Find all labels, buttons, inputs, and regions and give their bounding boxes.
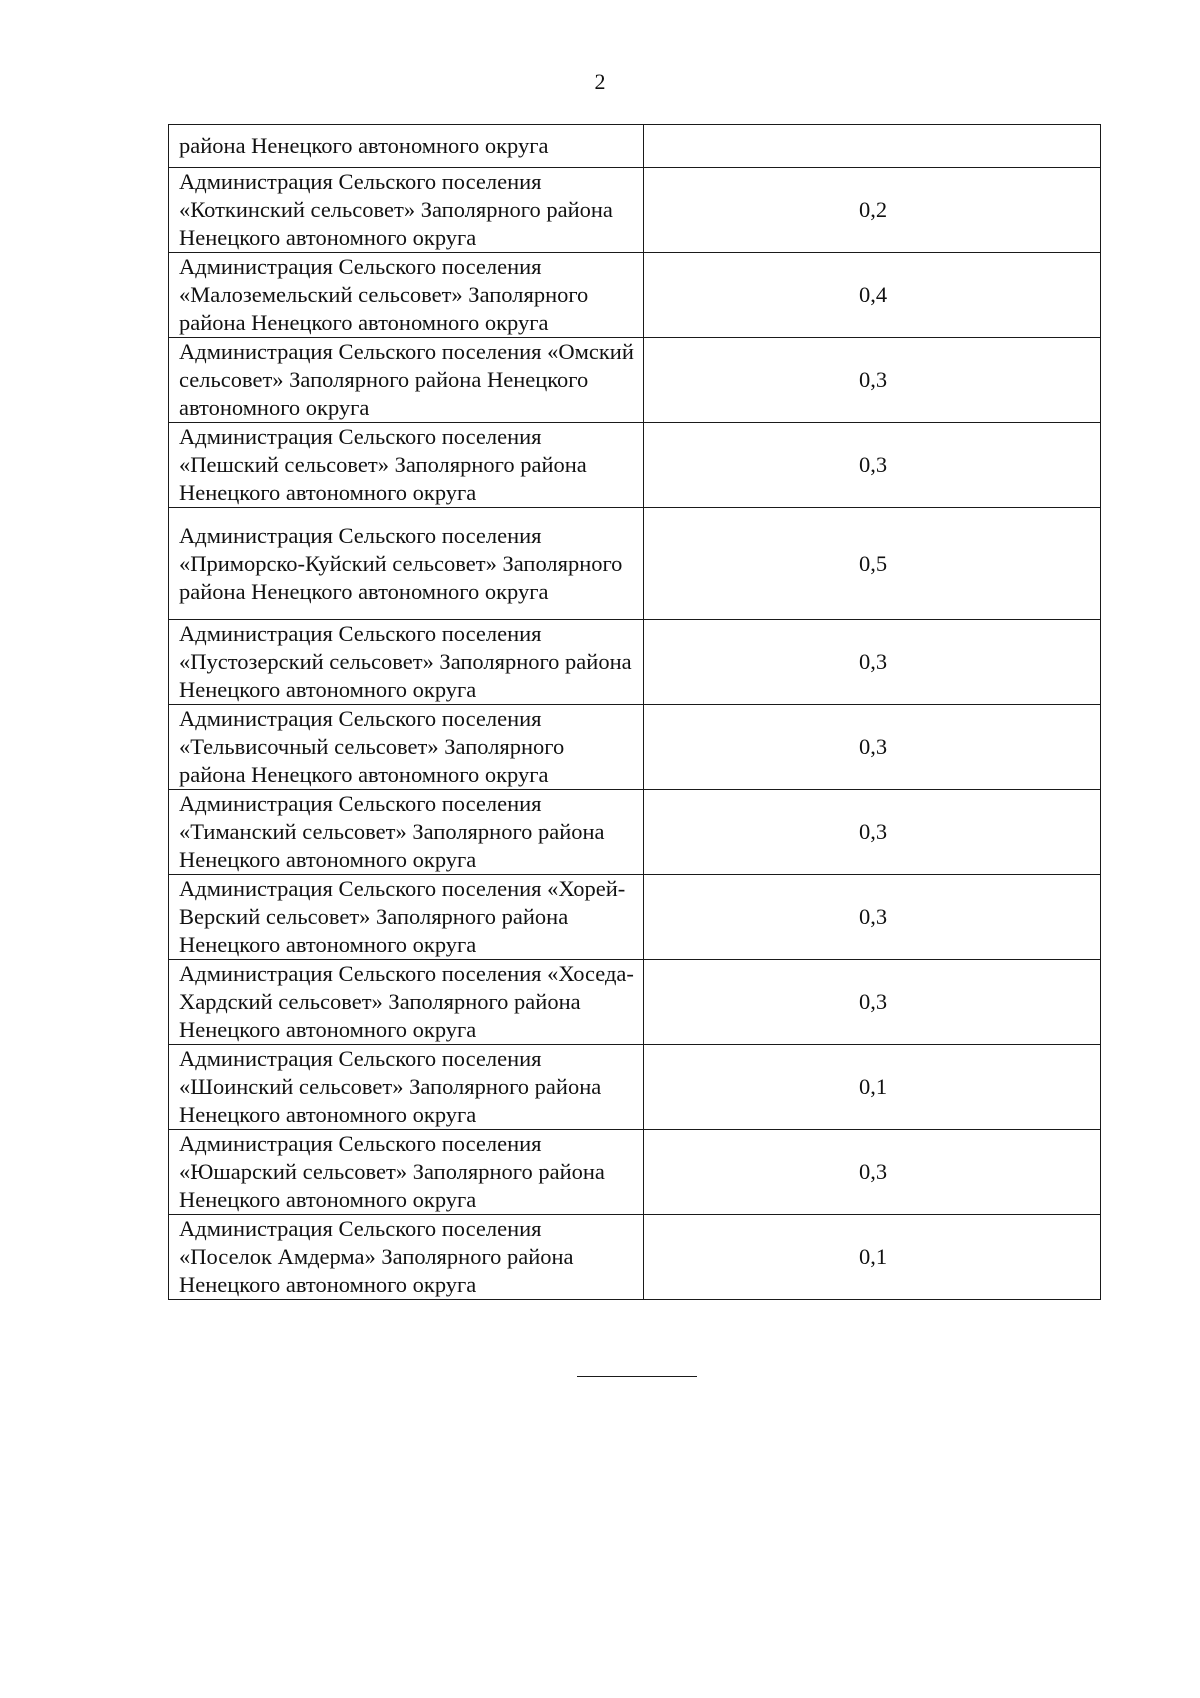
row-value: 0,2 — [644, 168, 1101, 253]
row-name: Администрация Сельского поселения «Тиманский сельсовет» Заполярного района Ненецкого автономного округа — [169, 790, 644, 875]
row-name: Администрация Сельского поселения «Шоинский сельсовет» Заполярного района Ненецкого автономного округа — [169, 1045, 644, 1130]
table-row — [169, 1215, 1101, 1300]
row-name: Администрация Сельского поселения «Хорей-Верский сельсовет» Заполярного района Ненецкого автономного округа — [169, 875, 644, 960]
row-value: 0,3 — [644, 1130, 1101, 1215]
row-value: 0,3 — [644, 338, 1101, 423]
table-row — [169, 1045, 1101, 1130]
table-row — [169, 1130, 1101, 1215]
table-row — [169, 875, 1101, 960]
row-name: Администрация Сельского поселения «Омский сельсовет» Заполярного района Ненецкого автономного округа — [169, 338, 644, 423]
table-row — [169, 125, 1101, 168]
table-row — [169, 960, 1101, 1045]
row-name: района Ненецкого автономного округа — [169, 125, 644, 168]
row-name: Администрация Сельского поселения «Пустозерский сельсовет» Заполярного района Ненецкого автономного округа — [169, 620, 644, 705]
row-value — [644, 125, 1101, 168]
row-value: 0,3 — [644, 705, 1101, 790]
row-name: Администрация Сельского поселения «Хоседа-Хардский сельсовет» Заполярного района Ненецкого автономного округа — [169, 960, 644, 1045]
row-value: 0,3 — [644, 875, 1101, 960]
row-value: 0,1 — [644, 1045, 1101, 1130]
row-value: 0,5 — [644, 508, 1101, 620]
row-value: 0,1 — [644, 1215, 1101, 1300]
table-row — [169, 705, 1101, 790]
row-name: Администрация Сельского поселения «Юшарский сельсовет» Заполярного района Ненецкого автономного округа — [169, 1130, 644, 1215]
table-row — [169, 790, 1101, 875]
table-row — [169, 253, 1101, 338]
row-value: 0,3 — [644, 790, 1101, 875]
row-name: Администрация Сельского поселения «Тельвисочный сельсовет» Заполярного района Ненецкого автономного округа — [169, 705, 644, 790]
row-name: Администрация Сельского поселения «Приморско-Куйский сельсовет» Заполярного района Ненецкого автономного округа — [169, 508, 644, 620]
row-name: Администрация Сельского поселения «Коткинский сельсовет» Заполярного района Ненецкого автономного округа — [169, 168, 644, 253]
table-row — [169, 168, 1101, 253]
row-value: 0,3 — [644, 423, 1101, 508]
row-value: 0,3 — [644, 960, 1101, 1045]
row-name: Администрация Сельского поселения «Поселок Амдерма» Заполярного района Ненецкого автономного округа — [169, 1215, 644, 1300]
table-row — [169, 620, 1101, 705]
table-row — [169, 338, 1101, 423]
row-value: 0,3 — [644, 620, 1101, 705]
row-value: 0,4 — [644, 253, 1101, 338]
table-row — [169, 423, 1101, 508]
row-name: Администрация Сельского поселения «Малоземельский сельсовет» Заполярного района Ненецкого автономного округа — [169, 253, 644, 338]
closing-rule-divider — [577, 1376, 697, 1377]
page-number: 2 — [594, 69, 606, 94]
row-name: Администрация Сельского поселения «Пешский сельсовет» Заполярного района Ненецкого автономного округа — [169, 423, 644, 508]
table-row — [169, 508, 1101, 620]
allocation-table — [168, 124, 1101, 1300]
